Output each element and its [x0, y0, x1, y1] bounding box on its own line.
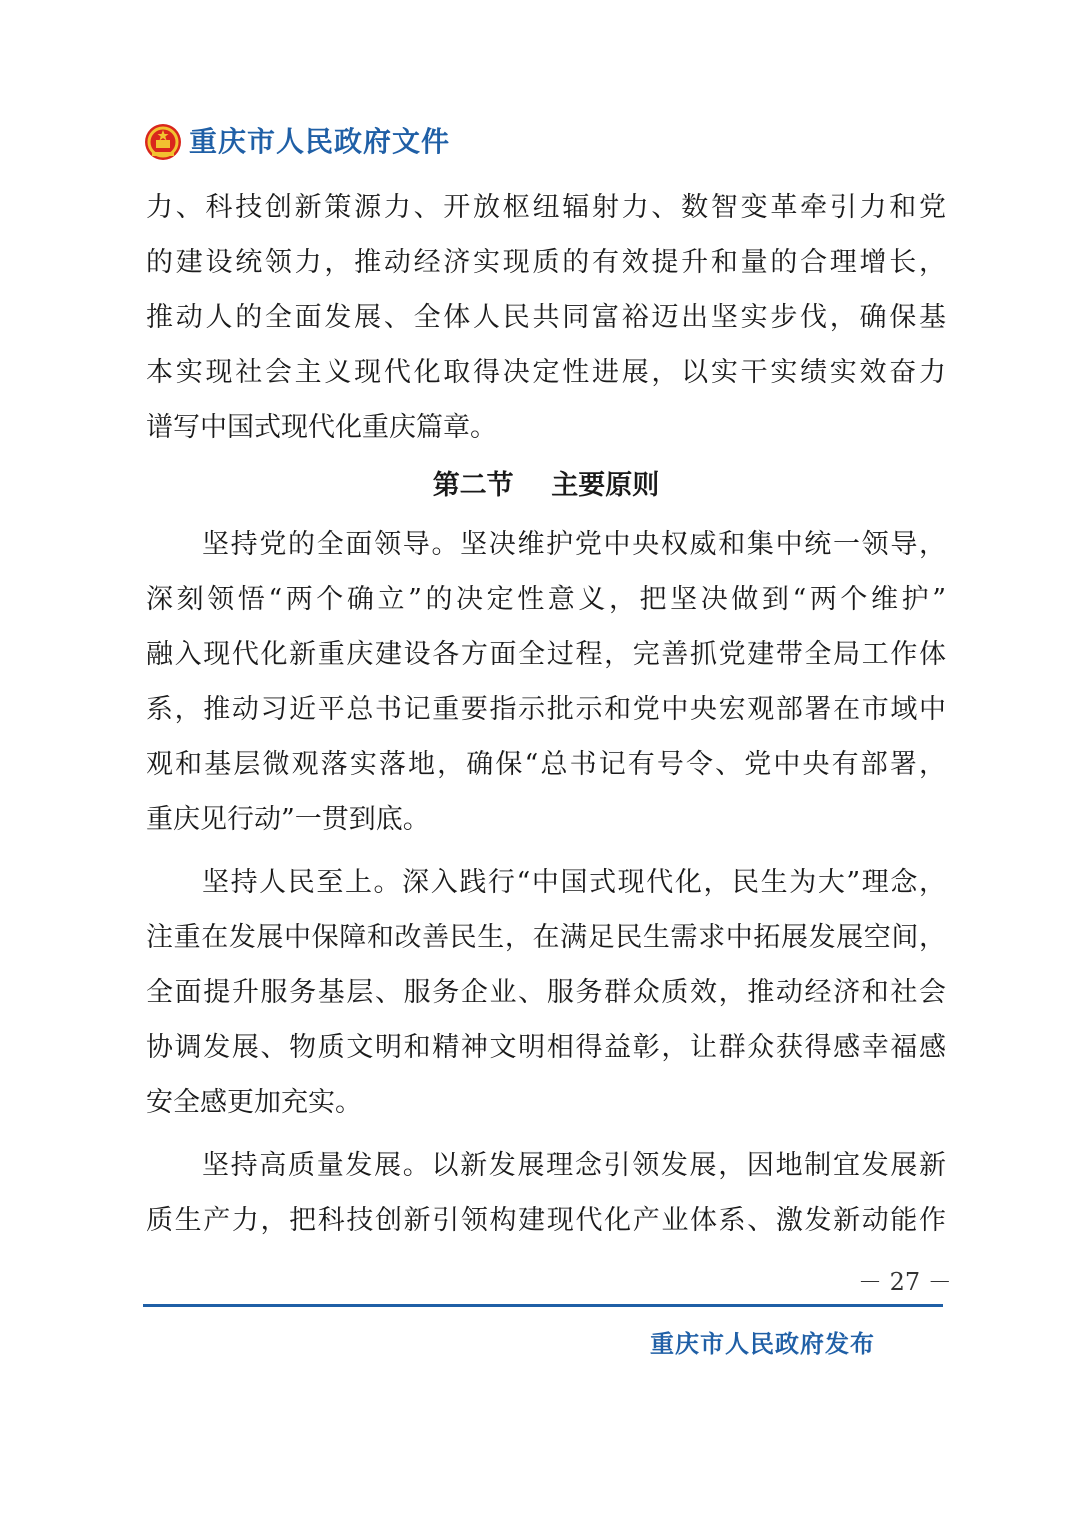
document-header: [143, 122, 450, 162]
page-number: － 27 －: [858, 1268, 952, 1296]
document-body: [146, 180, 946, 1248]
paragraph-3: [146, 855, 946, 1130]
national-emblem-icon: [143, 122, 183, 162]
text-line: 谱写中国式现代化重庆篇章。: [146, 412, 497, 443]
text-line: 融入现代化新重庆建设各方面全过程，完善抓党建带全局工作体: [146, 639, 946, 670]
text-line: 深刻领悟“两个确立”的决定性意义，把坚决做到“两个维护”: [146, 584, 946, 615]
text-line: 系，推动习近平总书记重要指示批示和党中央宏观部署在市域中: [146, 694, 946, 725]
text-line: 协调发展、物质文明和精神文明相得益彰，让群众获得感幸福感: [146, 1032, 946, 1063]
footer-divider: [143, 1304, 943, 1307]
paragraph-1: [146, 180, 946, 455]
text-line: 本实现社会主义现代化取得决定性进展，以实干实绩实效奋力: [146, 357, 946, 388]
paragraph-2: [146, 517, 946, 847]
text-line: 观和基层微观落实落地，确保“总书记有号令、党中央有部署，: [146, 749, 946, 780]
text-line: 力、科技创新策源力、开放枢纽辐射力、数智变革牵引力和党: [146, 192, 946, 223]
text-line: 全面提升服务基层、服务企业、服务群众质效，推动经济和社会: [146, 977, 946, 1008]
header-title: 重庆市人民政府文件: [189, 125, 451, 158]
text-line: 重庆见行动”一贯到底。: [146, 804, 430, 835]
footer-publisher: 重庆市人民政府发布: [650, 1330, 875, 1358]
text-line: 质生产力，把科技创新引领构建现代化产业体系、激发新动能作: [146, 1205, 946, 1236]
section-title: 第二节 主要原则: [432, 470, 660, 501]
text-line: 坚持高质量发展。以新发展理念引领发展，因地制宜发展新: [202, 1150, 946, 1181]
paragraph-4: [146, 1138, 946, 1248]
text-line: 安全感更加充实。: [146, 1087, 362, 1118]
text-line: 坚持人民至上。深入践行“中国式现代化，民生为大”理念，: [202, 867, 946, 898]
text-line: 的建设统领力，推动经济实现质的有效提升和量的合理增长，: [146, 247, 946, 278]
text-line: 坚持党的全面领导。坚决维护党中央权威和集中统一领导，: [202, 529, 946, 560]
text-line: 推动人的全面发展、全体人民共同富裕迈出坚实步伐，确保基: [146, 302, 946, 333]
text-line: 注重在发展中保障和改善民生，在满足民生需求中拓展发展空间，: [146, 922, 946, 953]
